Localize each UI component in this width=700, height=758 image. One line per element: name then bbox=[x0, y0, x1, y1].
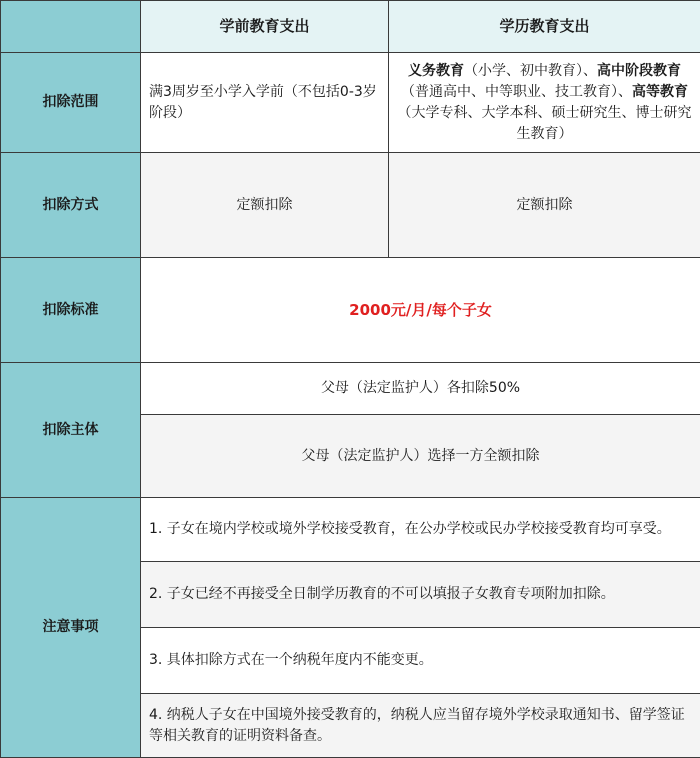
scope-preschool: 满3周岁至小学入学前（不包括0-3岁阶段） bbox=[141, 53, 389, 153]
row-label-subject: 扣除主体 bbox=[1, 363, 141, 498]
scope-high-school-detail: （普通高中、中等职业、技工教育）、 bbox=[401, 83, 632, 100]
scope-compulsory-edu: 义务教育 bbox=[408, 62, 464, 79]
note-item-1: 1. 子女在境内学校或境外学校接受教育，在公办学校或民办学校接受教育均可享受。 bbox=[141, 498, 700, 562]
note-item-3: 3. 具体扣除方式在一个纳税年度内不能变更。 bbox=[141, 628, 700, 694]
method-academic: 定额扣除 bbox=[389, 153, 700, 258]
method-preschool: 定额扣除 bbox=[141, 153, 389, 258]
note-item-2: 2. 子女已经不再接受全日制学历教育的不可以填报子女教育专项附加扣除。 bbox=[141, 562, 700, 628]
row-label-standard: 扣除标准 bbox=[1, 258, 141, 363]
corner-cell bbox=[1, 1, 141, 53]
scope-higher-edu: 高等教育 bbox=[632, 83, 688, 100]
scope-compulsory-detail: （小学、初中教育）、 bbox=[464, 62, 597, 79]
subject-option-1: 父母（法定监护人）各扣除50% bbox=[141, 363, 700, 415]
subject-option-2: 父母（法定监护人）选择一方全额扣除 bbox=[141, 415, 700, 498]
scope-higher-detail: （大学专科、大学本科、硕士研究生、博士研究生教育） bbox=[397, 104, 692, 142]
header-preschool: 学前教育支出 bbox=[141, 1, 389, 53]
row-label-method: 扣除方式 bbox=[1, 153, 141, 258]
scope-high-school-edu: 高中阶段教育 bbox=[597, 62, 681, 79]
row-label-scope: 扣除范围 bbox=[1, 53, 141, 153]
standard-value: 2000元/月/每个子女 bbox=[141, 258, 700, 363]
scope-academic bbox=[389, 53, 700, 153]
note-item-4: 4. 纳税人子女在中国境外接受教育的，纳税人应当留存境外学校录取通知书、留学签证等相关教育的证明资料备查。 bbox=[141, 694, 700, 758]
row-label-notes: 注意事项 bbox=[1, 498, 141, 758]
header-academic: 学历教育支出 bbox=[389, 1, 700, 53]
